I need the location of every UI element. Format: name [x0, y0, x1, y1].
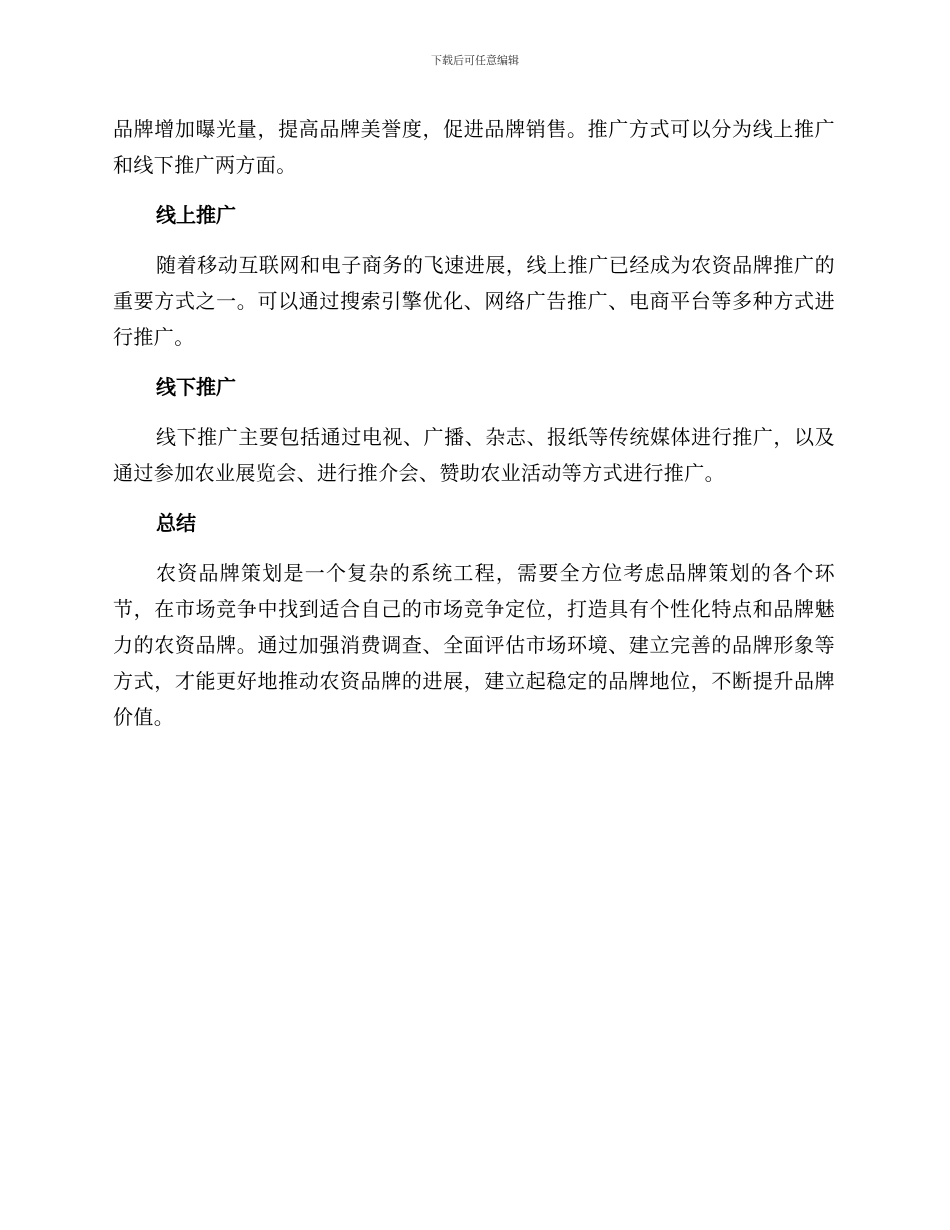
section-heading-offline: 线下推广	[156, 375, 236, 399]
offline-paragraph: 线下推广主要包括通过电视、广播、杂志、报纸等传统媒体进行推广，以及通过参加农业展览会、进行推介会、赞助农业活动等方式进行推广。	[113, 425, 835, 485]
section-heading-summary: 总结	[156, 511, 196, 535]
section-heading-online: 线上推广	[156, 203, 236, 227]
summary-paragraph: 农资品牌策划是一个复杂的系统工程，需要全方位考虑品牌策划的各个环节，在市场竞争中找到适合自己的市场竞争定位，打造具有个性化特点和品牌魅力的农资品牌。通过加强消费调查、全面评估市场环境、建立完善的品牌形象等方式，才能更好地推动农资品牌的进展，建立起稳定的品牌地位，不断提升品牌价值。	[113, 561, 835, 729]
document-body	[113, 111, 835, 749]
page-header-note: 下载后可任意编辑	[431, 54, 519, 67]
intro-paragraph: 品牌增加曝光量，提高品牌美誉度，促进品牌销售。推广方式可以分为线上推广和线下推广两方面。	[113, 117, 835, 177]
online-paragraph: 随着移动互联网和电子商务的飞速进展，线上推广已经成为农资品牌推广的重要方式之一。可以通过搜索引擎优化、网络广告推广、电商平台等多种方式进行推广。	[113, 253, 835, 349]
